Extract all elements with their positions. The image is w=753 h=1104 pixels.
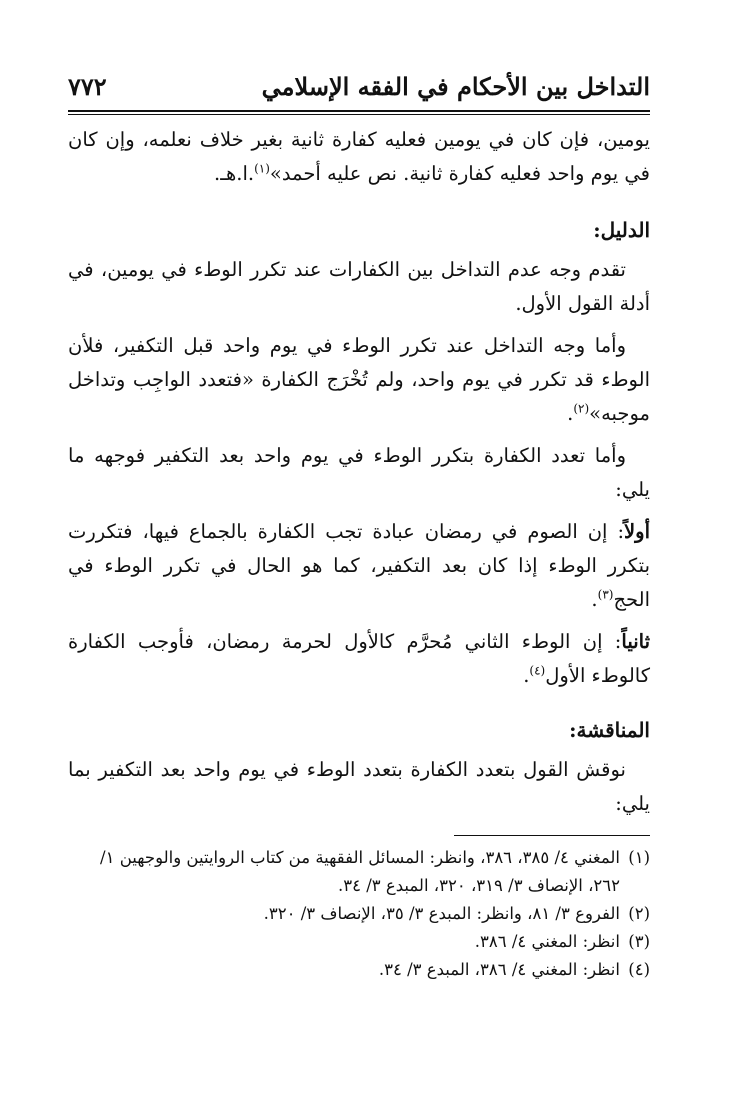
paragraph-evidence-2 [68, 329, 650, 431]
footnote-text: المغني ٤/ ٣٨٥، ٣٨٦، وانظر: المسائل الفقهية من كتاب الروايتين والوجهين ١/ ٢٦٢، الإنصاف ٣/ ٣١٩، ٣٢٠، المبدع ٣/ ٣٤. [100, 848, 620, 895]
paragraph-discussion: نوقش القول بتعدد الكفارة بتعدد الوطء في يوم واحد بعد التكفير بما يلي: [68, 758, 650, 815]
paragraph-tail: . [591, 588, 598, 611]
paragraph-text: وأما وجه التداخل عند تكرر الوطء في يوم واحد قبل التكفير، فلأن الوطء قد تكرر في يوم واحد، ولم تُخْرَج الكفارة «فتعدد الواجِب وتداخل موجبه» [68, 334, 650, 425]
paragraph-second-point [68, 625, 650, 693]
header-rule-thick [68, 110, 650, 112]
footnote-ref-2[interactable]: (٢) [573, 401, 590, 416]
footnote-3 [68, 928, 650, 956]
heading-evidence: الدليل: [593, 218, 650, 242]
paragraph-evidence-1: تقدم وجه عدم التداخل بين الكفارات عند تكرر الوطء في يومين، في أدلة القول الأول. [68, 258, 650, 315]
footnote-number: (٢) [628, 904, 650, 923]
footnote-ref-4[interactable]: (٤) [529, 663, 546, 678]
footnote-text: الفروع ٣/ ٨١، وانظر: المبدع ٣/ ٣٥، الإنصاف ٣/ ٣٢٠. [263, 904, 620, 923]
paragraph-text: يومين، فإن كان في يومين فعليه كفارة ثانية بغير خلاف نعلمه، وإن كان في يوم واحد فعليه كفارة ثانية. نص عليه أحمد» [68, 128, 650, 185]
paragraph-tail: . [567, 402, 574, 425]
point-lead: ثانياً [621, 630, 650, 653]
point-lead: أولاً [624, 520, 650, 543]
paragraph-continuation [68, 123, 650, 191]
page-number: ٧٧٢ [68, 72, 107, 101]
paragraph-tail: . [523, 664, 530, 687]
footnote-2 [68, 900, 650, 928]
book-page [68, 64, 650, 984]
footnote-text: انظر: المغني ٤/ ٣٨٦. [474, 932, 620, 951]
footnote-ref-1[interactable]: (١) [254, 161, 270, 176]
footnote-text: انظر: المغني ٤/ ٣٨٦، المبدع ٣/ ٣٤. [378, 960, 620, 979]
footnotes [68, 844, 650, 984]
paragraph-first-point [68, 515, 650, 617]
paragraph-evidence-3: وأما تعدد الكفارة بتكرر الوطء في يوم واحد بعد التكفير فوجهه ما يلي: [68, 444, 650, 501]
footnote-number: (٤) [628, 960, 650, 979]
paragraph-text: : إن الوطء الثاني مُحرَّم كالأول لحرمة رمضان، فأوجب الكفارة كالوطء الأول [68, 630, 650, 687]
paragraph-text: : إن الصوم في رمضان عبادة تجب الكفارة بالجماع فيها، فتكررت بتكرر الوطء إذا كان بعد التكفير، كما هو الحال في تكرر الوطء في الحج [68, 520, 650, 611]
footnote-4 [68, 956, 650, 984]
footnote-1 [68, 844, 650, 900]
running-title: التداخل بين الأحكام في الفقه الإسلامي [261, 72, 650, 101]
footnote-separator [454, 835, 650, 836]
heading-discussion: المناقشة: [569, 718, 650, 742]
paragraph-tail: .ا.هـ. [214, 162, 255, 185]
footnote-number: (١) [628, 848, 650, 867]
footnote-ref-3[interactable]: (٣) [597, 587, 614, 602]
footnote-number: (٣) [628, 932, 650, 951]
page-header [68, 64, 650, 108]
